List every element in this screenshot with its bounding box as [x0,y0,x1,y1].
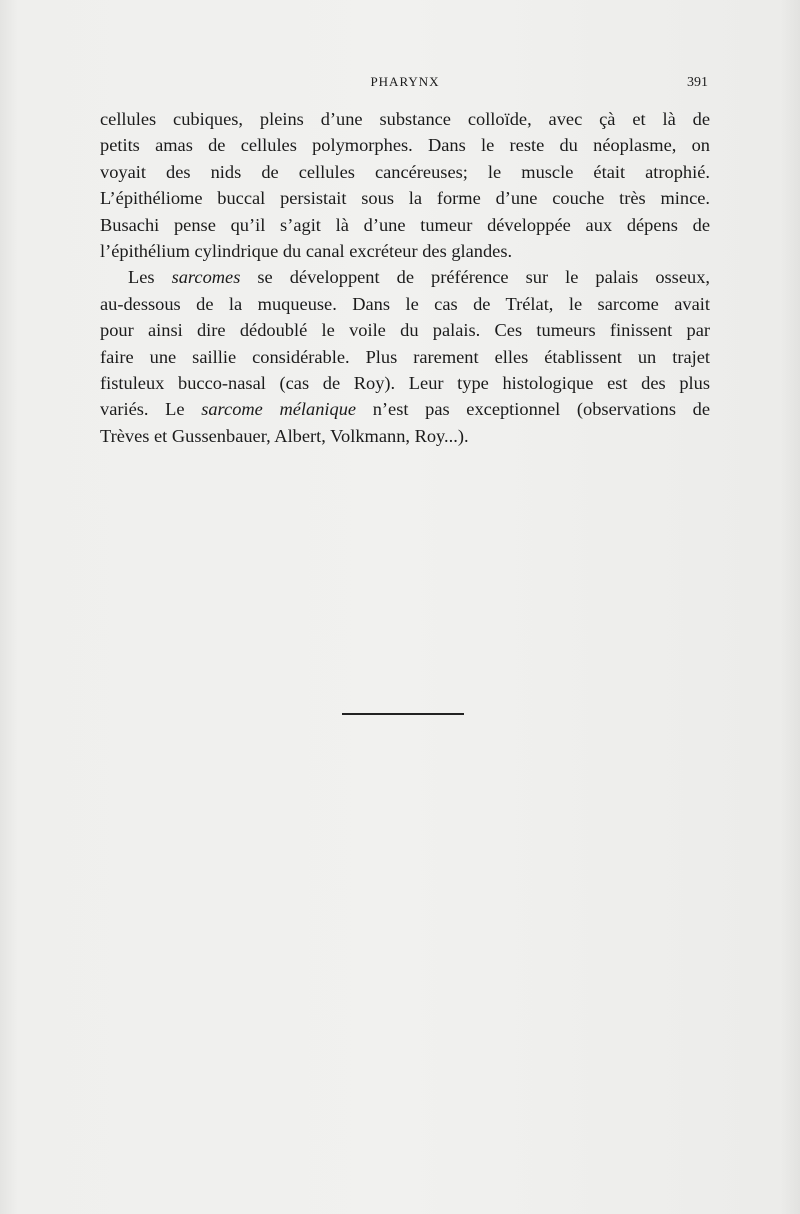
running-head [100,74,710,98]
text-line: petits amas de cellules polymorphes. Dans le reste du néoplasme, on [100,135,710,156]
text-segment: Les [128,267,172,288]
text-line: au-dessous de la muqueuse. Dans le cas de Trélat, le sarcome avait [100,293,710,314]
text-segment: se développent de préférence sur le palais osseux, [240,267,710,288]
body-text [100,106,710,449]
italic-term: sarcomes [171,267,241,288]
text-line: pour ainsi dire dédoublé le voile du palais. Ces tumeurs finissent par [100,320,710,341]
running-title: PHARYNX [370,74,440,89]
text-line [100,264,710,290]
text-line: L’épithéliome buccal persistait sous la forme d’une couche très mince. [100,188,710,209]
text-line: l’épithélium cylindrique du canal excréteur des glandes. [100,240,513,261]
text-line: voyait des nids de cellules cancéreuses; le muscle était atrophié. [100,161,710,182]
text-line: Trèves et Gussenbauer, Albert, Volkmann, Roy...). [100,425,469,446]
text-line: faire une saillie considérable. Plus rarement elles établissent un trajet [100,346,710,367]
page-number: 391 [687,75,708,90]
italic-term: sarcome mélanique [201,399,357,420]
text-segment: n’est pas exceptionnel (observations de [356,399,710,420]
text-segment: variés. Le [100,399,202,420]
text-line [100,396,710,422]
text-line: cellules cubiques, pleins d’une substance colloïde, avec çà et là de [100,109,710,129]
text-line: fistuleux bucco-nasal (cas de Roy). Leur type histologique est des plus [100,372,710,393]
text-line: Busachi pense qu’il s’agit là d’une tumeur développée aux dépens de [100,214,710,235]
section-end-rule [342,713,464,715]
